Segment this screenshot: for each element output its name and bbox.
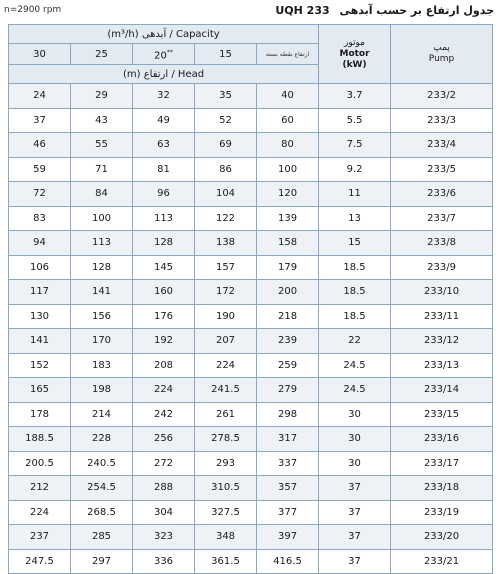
head-at-25-cell: 254.5 bbox=[71, 476, 133, 501]
table-row bbox=[9, 133, 493, 158]
pump-model-cell: 233/6 bbox=[391, 182, 493, 207]
head-at-15-cell: 361.5 bbox=[195, 549, 257, 574]
head-at-20-cell: 224 bbox=[133, 378, 195, 403]
motor-power-cell: 22 bbox=[319, 329, 391, 354]
motor-power-cell: 37 bbox=[319, 549, 391, 574]
shutoff-head-cell: 200 bbox=[257, 280, 319, 305]
table-row bbox=[9, 525, 493, 550]
head-at-15-cell: 278.5 bbox=[195, 427, 257, 452]
table-row bbox=[9, 451, 493, 476]
shutoff-head-cell: 139 bbox=[257, 206, 319, 231]
head-at-15-cell: 35 bbox=[195, 84, 257, 109]
head-at-20-cell: 192 bbox=[133, 329, 195, 354]
head-at-15-cell: 190 bbox=[195, 304, 257, 329]
table-row bbox=[9, 182, 493, 207]
model-name: UQH 233 bbox=[275, 4, 330, 17]
header-bar bbox=[4, 4, 494, 20]
head-at-20-cell: 304 bbox=[133, 500, 195, 525]
shutoff-head-cell: 80 bbox=[257, 133, 319, 158]
capacity-col-15: 15 bbox=[195, 44, 257, 65]
shutoff-head-cell: 357 bbox=[257, 476, 319, 501]
pump-model-cell: 233/13 bbox=[391, 353, 493, 378]
shutoff-head-cell: 279 bbox=[257, 378, 319, 403]
shutoff-head-cell: 377 bbox=[257, 500, 319, 525]
table-row bbox=[9, 402, 493, 427]
page-title bbox=[275, 4, 494, 17]
motor-power-cell: 30 bbox=[319, 427, 391, 452]
head-at-25-cell: 113 bbox=[71, 231, 133, 256]
capacity-col-20: 20** bbox=[133, 44, 195, 65]
motor-power-cell: 18.5 bbox=[319, 255, 391, 280]
head-at-30-cell: 46 bbox=[9, 133, 71, 158]
head-at-20-cell: 49 bbox=[133, 108, 195, 133]
table-row bbox=[9, 255, 493, 280]
table-row bbox=[9, 329, 493, 354]
head-at-15-cell: 224 bbox=[195, 353, 257, 378]
head-at-25-cell: 170 bbox=[71, 329, 133, 354]
head-at-15-cell: 207 bbox=[195, 329, 257, 354]
capacity-col-shutoff: ارتفاع نقطه بسته bbox=[257, 44, 319, 65]
pump-model-cell: 233/7 bbox=[391, 206, 493, 231]
pump-model-cell: 233/20 bbox=[391, 525, 493, 550]
head-at-20-cell: 145 bbox=[133, 255, 195, 280]
motor-power-cell: 37 bbox=[319, 476, 391, 501]
motor-power-cell: 15 bbox=[319, 231, 391, 256]
head-at-20-cell: 96 bbox=[133, 182, 195, 207]
table-row bbox=[9, 427, 493, 452]
pump-model-cell: 233/11 bbox=[391, 304, 493, 329]
table-row bbox=[9, 157, 493, 182]
head-at-25-cell: 29 bbox=[71, 84, 133, 109]
table-row bbox=[9, 378, 493, 403]
head-at-30-cell: 106 bbox=[9, 255, 71, 280]
head-at-30-cell: 247.5 bbox=[9, 549, 71, 574]
head-at-25-cell: 285 bbox=[71, 525, 133, 550]
table-row bbox=[9, 353, 493, 378]
motor-header-en: Motor bbox=[339, 48, 370, 59]
title-text: جدول ارتفاع بر حسب آبدهی bbox=[339, 4, 494, 17]
pump-model-cell: 233/2 bbox=[391, 84, 493, 109]
motor-header-fa: موتور bbox=[344, 37, 366, 48]
head-at-25-cell: 183 bbox=[71, 353, 133, 378]
table-row bbox=[9, 280, 493, 305]
shutoff-head-cell: 100 bbox=[257, 157, 319, 182]
head-at-25-cell: 71 bbox=[71, 157, 133, 182]
motor-power-cell: 7.5 bbox=[319, 133, 391, 158]
head-at-30-cell: 212 bbox=[9, 476, 71, 501]
head-at-25-cell: 55 bbox=[71, 133, 133, 158]
head-at-25-cell: 228 bbox=[71, 427, 133, 452]
head-at-25-cell: 128 bbox=[71, 255, 133, 280]
head-at-15-cell: 293 bbox=[195, 451, 257, 476]
head-at-25-cell: 240.5 bbox=[71, 451, 133, 476]
pump-model-cell: 233/10 bbox=[391, 280, 493, 305]
motor-power-cell: 30 bbox=[319, 402, 391, 427]
rpm-label: n=2900 rpm bbox=[4, 5, 62, 15]
head-at-25-cell: 156 bbox=[71, 304, 133, 329]
head-at-25-cell: 141 bbox=[71, 280, 133, 305]
motor-header-unit: (kW) bbox=[342, 59, 367, 70]
shutoff-head-cell: 259 bbox=[257, 353, 319, 378]
head-at-20-cell: 288 bbox=[133, 476, 195, 501]
pump-model-cell: 233/17 bbox=[391, 451, 493, 476]
shutoff-head-cell: 397 bbox=[257, 525, 319, 550]
table-row bbox=[9, 84, 493, 109]
head-at-20-cell: 176 bbox=[133, 304, 195, 329]
pump-model-cell: 233/5 bbox=[391, 157, 493, 182]
pump-header-fa: پمپ bbox=[433, 43, 450, 53]
head-at-30-cell: 224 bbox=[9, 500, 71, 525]
head-at-30-cell: 237 bbox=[9, 525, 71, 550]
pump-model-cell: 233/14 bbox=[391, 378, 493, 403]
motor-power-cell: 30 bbox=[319, 451, 391, 476]
head-at-20-cell: 32 bbox=[133, 84, 195, 109]
head-at-30-cell: 165 bbox=[9, 378, 71, 403]
pump-model-cell: 233/19 bbox=[391, 500, 493, 525]
head-at-20-cell: 256 bbox=[133, 427, 195, 452]
head-capacity-table bbox=[8, 24, 493, 574]
head-at-15-cell: 348 bbox=[195, 525, 257, 550]
head-at-25-cell: 297 bbox=[71, 549, 133, 574]
head-at-30-cell: 72 bbox=[9, 182, 71, 207]
shutoff-head-cell: 416.5 bbox=[257, 549, 319, 574]
motor-power-cell: 18.5 bbox=[319, 304, 391, 329]
head-at-20-cell: 208 bbox=[133, 353, 195, 378]
head-at-30-cell: 117 bbox=[9, 280, 71, 305]
head-at-25-cell: 268.5 bbox=[71, 500, 133, 525]
head-at-20-cell: 113 bbox=[133, 206, 195, 231]
motor-power-cell: 37 bbox=[319, 525, 391, 550]
shutoff-head-cell: 60 bbox=[257, 108, 319, 133]
head-at-20-cell: 336 bbox=[133, 549, 195, 574]
motor-power-cell: 18.5 bbox=[319, 280, 391, 305]
head-at-20-cell: 128 bbox=[133, 231, 195, 256]
motor-power-cell: 5.5 bbox=[319, 108, 391, 133]
table-row bbox=[9, 108, 493, 133]
head-at-15-cell: 69 bbox=[195, 133, 257, 158]
head-at-30-cell: 37 bbox=[9, 108, 71, 133]
table-row bbox=[9, 231, 493, 256]
head-at-20-cell: 160 bbox=[133, 280, 195, 305]
shutoff-head-cell: 337 bbox=[257, 451, 319, 476]
head-at-30-cell: 141 bbox=[9, 329, 71, 354]
head-at-15-cell: 86 bbox=[195, 157, 257, 182]
head-at-25-cell: 214 bbox=[71, 402, 133, 427]
shutoff-head-cell: 120 bbox=[257, 182, 319, 207]
head-at-25-cell: 100 bbox=[71, 206, 133, 231]
head-at-15-cell: 122 bbox=[195, 206, 257, 231]
motor-power-cell: 24.5 bbox=[319, 353, 391, 378]
head-at-20-cell: 63 bbox=[133, 133, 195, 158]
head-at-30-cell: 178 bbox=[9, 402, 71, 427]
head-at-15-cell: 104 bbox=[195, 182, 257, 207]
pump-model-cell: 233/15 bbox=[391, 402, 493, 427]
pump-model-cell: 233/3 bbox=[391, 108, 493, 133]
pump-model-cell: 233/8 bbox=[391, 231, 493, 256]
capacity-col-25: 25 bbox=[71, 44, 133, 65]
pump-header bbox=[391, 25, 493, 84]
shutoff-head-cell: 179 bbox=[257, 255, 319, 280]
head-at-30-cell: 59 bbox=[9, 157, 71, 182]
head-at-15-cell: 138 bbox=[195, 231, 257, 256]
head-at-30-cell: 152 bbox=[9, 353, 71, 378]
table-body bbox=[9, 84, 493, 574]
head-at-20-cell: 323 bbox=[133, 525, 195, 550]
head-at-15-cell: 52 bbox=[195, 108, 257, 133]
capacity-header: (m³/h) آبدهی / Capacity bbox=[9, 25, 319, 44]
table-row bbox=[9, 304, 493, 329]
head-at-15-cell: 261 bbox=[195, 402, 257, 427]
head-at-15-cell: 241.5 bbox=[195, 378, 257, 403]
head-at-30-cell: 83 bbox=[9, 206, 71, 231]
head-at-20-cell: 272 bbox=[133, 451, 195, 476]
pump-model-cell: 233/16 bbox=[391, 427, 493, 452]
pump-model-cell: 233/12 bbox=[391, 329, 493, 354]
head-at-20-cell: 81 bbox=[133, 157, 195, 182]
pump-model-cell: 233/18 bbox=[391, 476, 493, 501]
head-at-30-cell: 94 bbox=[9, 231, 71, 256]
pump-model-cell: 233/4 bbox=[391, 133, 493, 158]
head-at-25-cell: 84 bbox=[71, 182, 133, 207]
head-at-30-cell: 24 bbox=[9, 84, 71, 109]
motor-power-cell: 3.7 bbox=[319, 84, 391, 109]
shutoff-head-cell: 317 bbox=[257, 427, 319, 452]
table-row bbox=[9, 549, 493, 574]
table-row bbox=[9, 206, 493, 231]
head-at-15-cell: 310.5 bbox=[195, 476, 257, 501]
head-at-15-cell: 327.5 bbox=[195, 500, 257, 525]
capacity-col-30: 30 bbox=[9, 44, 71, 65]
head-at-15-cell: 157 bbox=[195, 255, 257, 280]
table-row bbox=[9, 500, 493, 525]
shutoff-head-cell: 158 bbox=[257, 231, 319, 256]
motor-power-cell: 24.5 bbox=[319, 378, 391, 403]
pump-model-cell: 233/21 bbox=[391, 549, 493, 574]
head-at-15-cell: 172 bbox=[195, 280, 257, 305]
motor-power-cell: 9.2 bbox=[319, 157, 391, 182]
motor-power-cell: 11 bbox=[319, 182, 391, 207]
table-row bbox=[9, 476, 493, 501]
head-at-30-cell: 188.5 bbox=[9, 427, 71, 452]
head-at-30-cell: 200.5 bbox=[9, 451, 71, 476]
head-at-25-cell: 43 bbox=[71, 108, 133, 133]
motor-power-cell: 37 bbox=[319, 500, 391, 525]
head-header: (m) ارتفاع / Head bbox=[9, 65, 319, 84]
pump-model-cell: 233/9 bbox=[391, 255, 493, 280]
pump-header-en: Pump bbox=[428, 54, 455, 64]
shutoff-head-cell: 218 bbox=[257, 304, 319, 329]
motor-power-cell: 13 bbox=[319, 206, 391, 231]
shutoff-head-cell: 40 bbox=[257, 84, 319, 109]
shutoff-head-cell: 298 bbox=[257, 402, 319, 427]
motor-header bbox=[319, 25, 391, 84]
head-at-25-cell: 198 bbox=[71, 378, 133, 403]
shutoff-head-cell: 239 bbox=[257, 329, 319, 354]
head-at-30-cell: 130 bbox=[9, 304, 71, 329]
head-at-20-cell: 242 bbox=[133, 402, 195, 427]
